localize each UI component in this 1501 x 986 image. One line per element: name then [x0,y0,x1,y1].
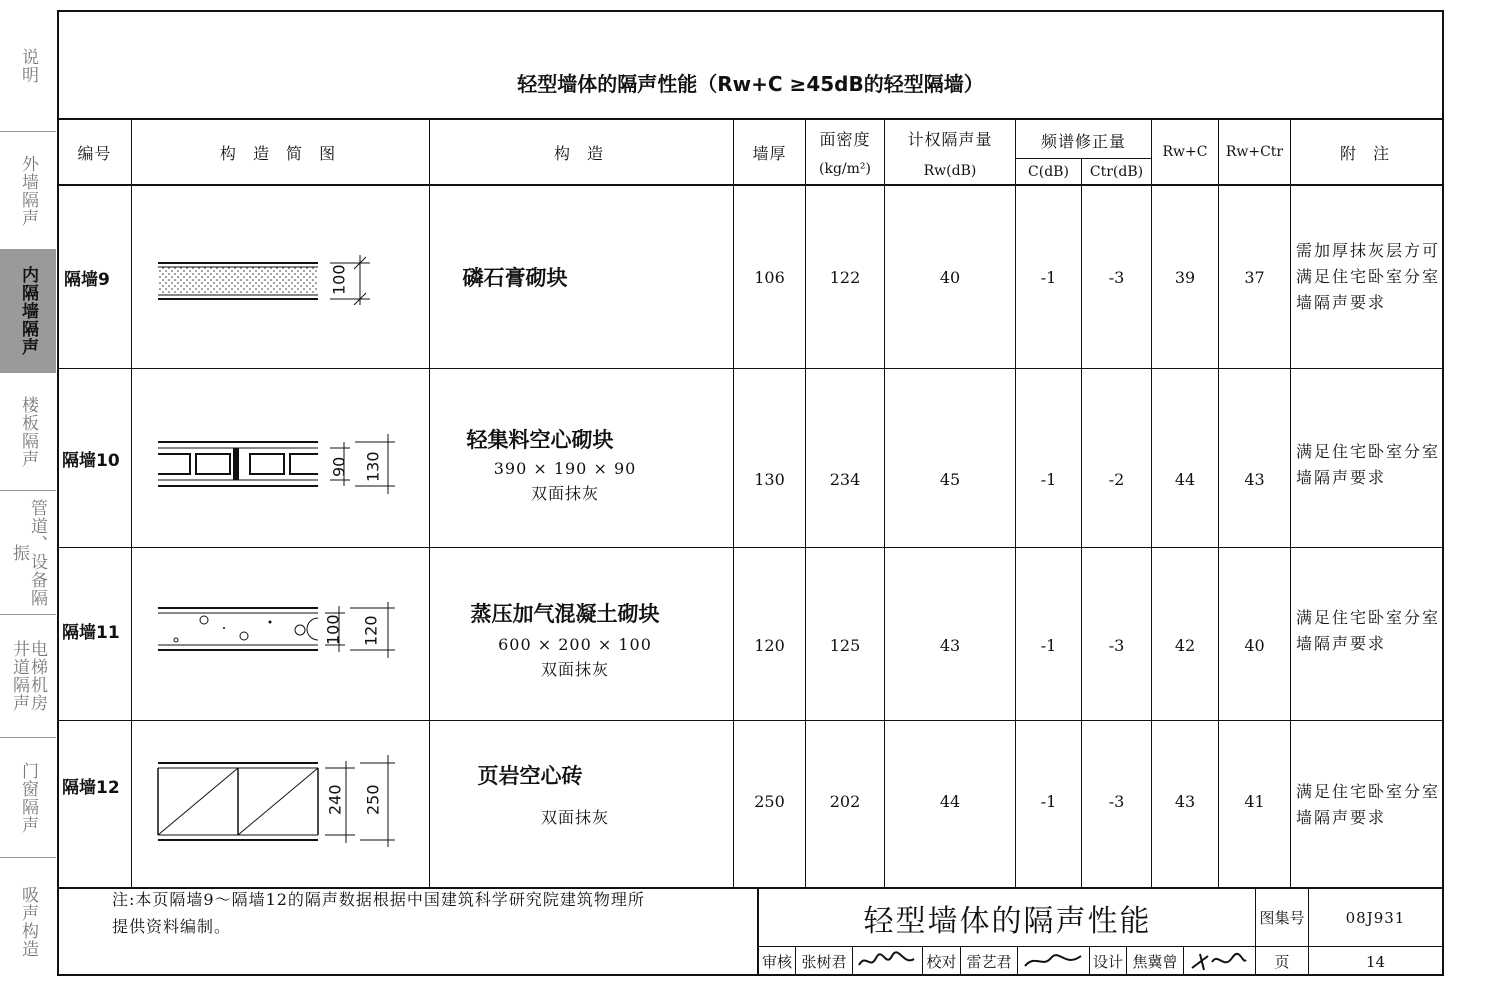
footnote-line: 提供资料编制。 [112,917,232,936]
header-rwctr: Rw+Ctr [1225,144,1284,160]
col-divider [429,118,430,887]
ctr-value: -3 [1108,267,1125,287]
construction-name: 蒸压加气混凝土砌块 [470,602,660,626]
check-label: 校对 [926,953,957,971]
rwc-value: 44 [1174,469,1196,489]
review-label: 审核 [761,953,792,971]
header-construction: 构 造 [553,143,610,163]
header-rwc: Rw+C [1162,144,1208,160]
drawing-title: 轻型墙体的隔声性能 [863,903,1152,939]
sidebar-item-floor[interactable] [0,373,56,491]
sidebar-item-windows[interactable] [0,738,56,858]
sidebar-item-intro[interactable] [0,0,56,132]
construction-finish: 双面抹灰 [530,483,599,503]
col-divider [131,118,132,887]
thickness-value: 106 [754,267,785,287]
ctr-value: -3 [1108,635,1125,655]
c-value: -1 [1040,635,1057,655]
sidebar-item-absorption[interactable] [0,858,56,986]
c-value: -1 [1040,469,1057,489]
sidebar-item-elevator[interactable] [0,615,56,738]
design-label: 设计 [1092,953,1123,971]
header-diagram: 构 造 简 图 [219,143,342,163]
header-spectrum: 频谱修正量 [1040,131,1126,151]
page-number: 14 [1365,952,1386,971]
c-value: -1 [1040,791,1057,811]
sidebar-item-label: 电梯机房 井道隔声 [9,640,47,712]
dimension-label: 90 [329,456,349,478]
reviewer-signature [856,950,918,972]
atlas-label: 图集号 [1259,909,1305,927]
construction-spec: 600 × 200 × 100 [498,634,652,654]
rwctr-value: 43 [1244,469,1265,489]
wall-id: 隔墙11 [62,622,120,643]
dimension-label: 120 [361,615,381,647]
header-density-unit: (kg/m²) [819,161,871,177]
page-title: 轻型墙体的隔声性能（Rw+C ≥45dB的轻型隔墙） [517,72,984,96]
sidebar-item-label: 说明 [18,47,38,84]
atlas-number: 08J931 [1345,908,1406,927]
note-text: 满足住宅卧室分室墙隔声要求 [1296,782,1441,827]
density-value: 202 [829,791,861,811]
titleblock-divider [1017,946,1018,976]
designer-name: 焦冀曾 [1132,953,1178,971]
ctr-value: -3 [1108,791,1125,811]
rwctr-value: 40 [1244,635,1265,655]
sidebar [0,0,56,986]
rwc-value: 39 [1174,267,1196,287]
rwctr-value: 41 [1244,791,1265,811]
sidebar-item-exterior-wall[interactable] [0,132,56,250]
thickness-value: 130 [754,469,785,489]
density-value: 125 [829,635,861,655]
reviewer-name: 张树君 [801,953,847,971]
construction-name: 页岩空心砖 [477,764,583,788]
note-text: 需加厚抹灰层方可满足住宅卧室分室墙隔声要求 [1296,241,1441,312]
sidebar-item-label: 吸声构造 [18,886,38,958]
rwc-value: 42 [1174,635,1196,655]
checker-signature [1021,950,1085,972]
construction-finish: 双面抹灰 [540,659,609,679]
sidebar-item-pipes[interactable] [0,491,56,615]
thickness-value: 120 [754,635,785,655]
wall-id: 隔墙9 [64,269,110,290]
c-value: -1 [1040,267,1057,287]
footnote-line: 注:本页隔墙9～隔墙12的隔声数据根据中国建筑科学研究院建筑物理所 [112,890,645,909]
dimension-label: 130 [363,451,383,483]
designer-signature [1188,950,1250,972]
footnote [56,886,776,940]
titleblock-divider [1183,946,1184,976]
density-value: 234 [829,469,861,489]
header-rw-unit: Rw(dB) [923,163,977,179]
header-ctr: Ctr(dB) [1089,163,1144,180]
sidebar-item-label: 门窗隔声 [18,761,38,834]
sidebar-item-label: 外墙隔声 [18,154,38,227]
construction-finish: 双面抹灰 [540,807,609,827]
dimension-label: 240 [325,784,345,816]
wall-id: 隔墙10 [62,450,120,471]
dimension-label: 100 [329,264,349,296]
thickness-value: 250 [754,791,785,811]
sidebar-item-label: 管道、设备隔振 [9,498,47,607]
dimension-label: 250 [363,784,383,816]
note-text: 满足住宅卧室分室墙隔声要求 [1296,442,1441,487]
header-c: C(dB) [1028,163,1069,180]
wall-id: 隔墙12 [62,777,120,798]
titleblock-divider [852,946,853,976]
sidebar-item-label: 楼板隔声 [18,395,38,468]
rwc-value: 43 [1174,791,1196,811]
note-text: 满足住宅卧室分室墙隔声要求 [1296,608,1441,653]
checker-name: 雷艺君 [966,953,1012,971]
rw-value: 45 [939,469,961,489]
header-rw: 计权隔声量 [907,129,993,149]
construction-spec: 390 × 190 × 90 [493,458,637,478]
col-divider [1290,118,1291,887]
construction-name: 磷石膏砌块 [462,266,568,290]
page-label: 页 [1274,953,1290,971]
construction-name: 轻集料空心砌块 [466,428,614,452]
density-value: 122 [829,267,861,287]
rw-value: 43 [939,635,961,655]
sidebar-item-interior-wall[interactable] [0,250,56,373]
header-note: 附 注 [1339,143,1396,163]
header-thickness: 墙厚 [752,143,787,163]
ctr-value: -2 [1108,469,1125,489]
rwctr-value: 37 [1244,267,1265,287]
dimension-label: 100 [323,614,343,646]
rw-value: 40 [939,267,961,287]
header-id: 编号 [77,143,112,163]
rw-value: 44 [939,791,961,811]
sidebar-item-label: 内隔墙隔声 [18,266,38,356]
header-density: 面密度 [819,129,871,149]
